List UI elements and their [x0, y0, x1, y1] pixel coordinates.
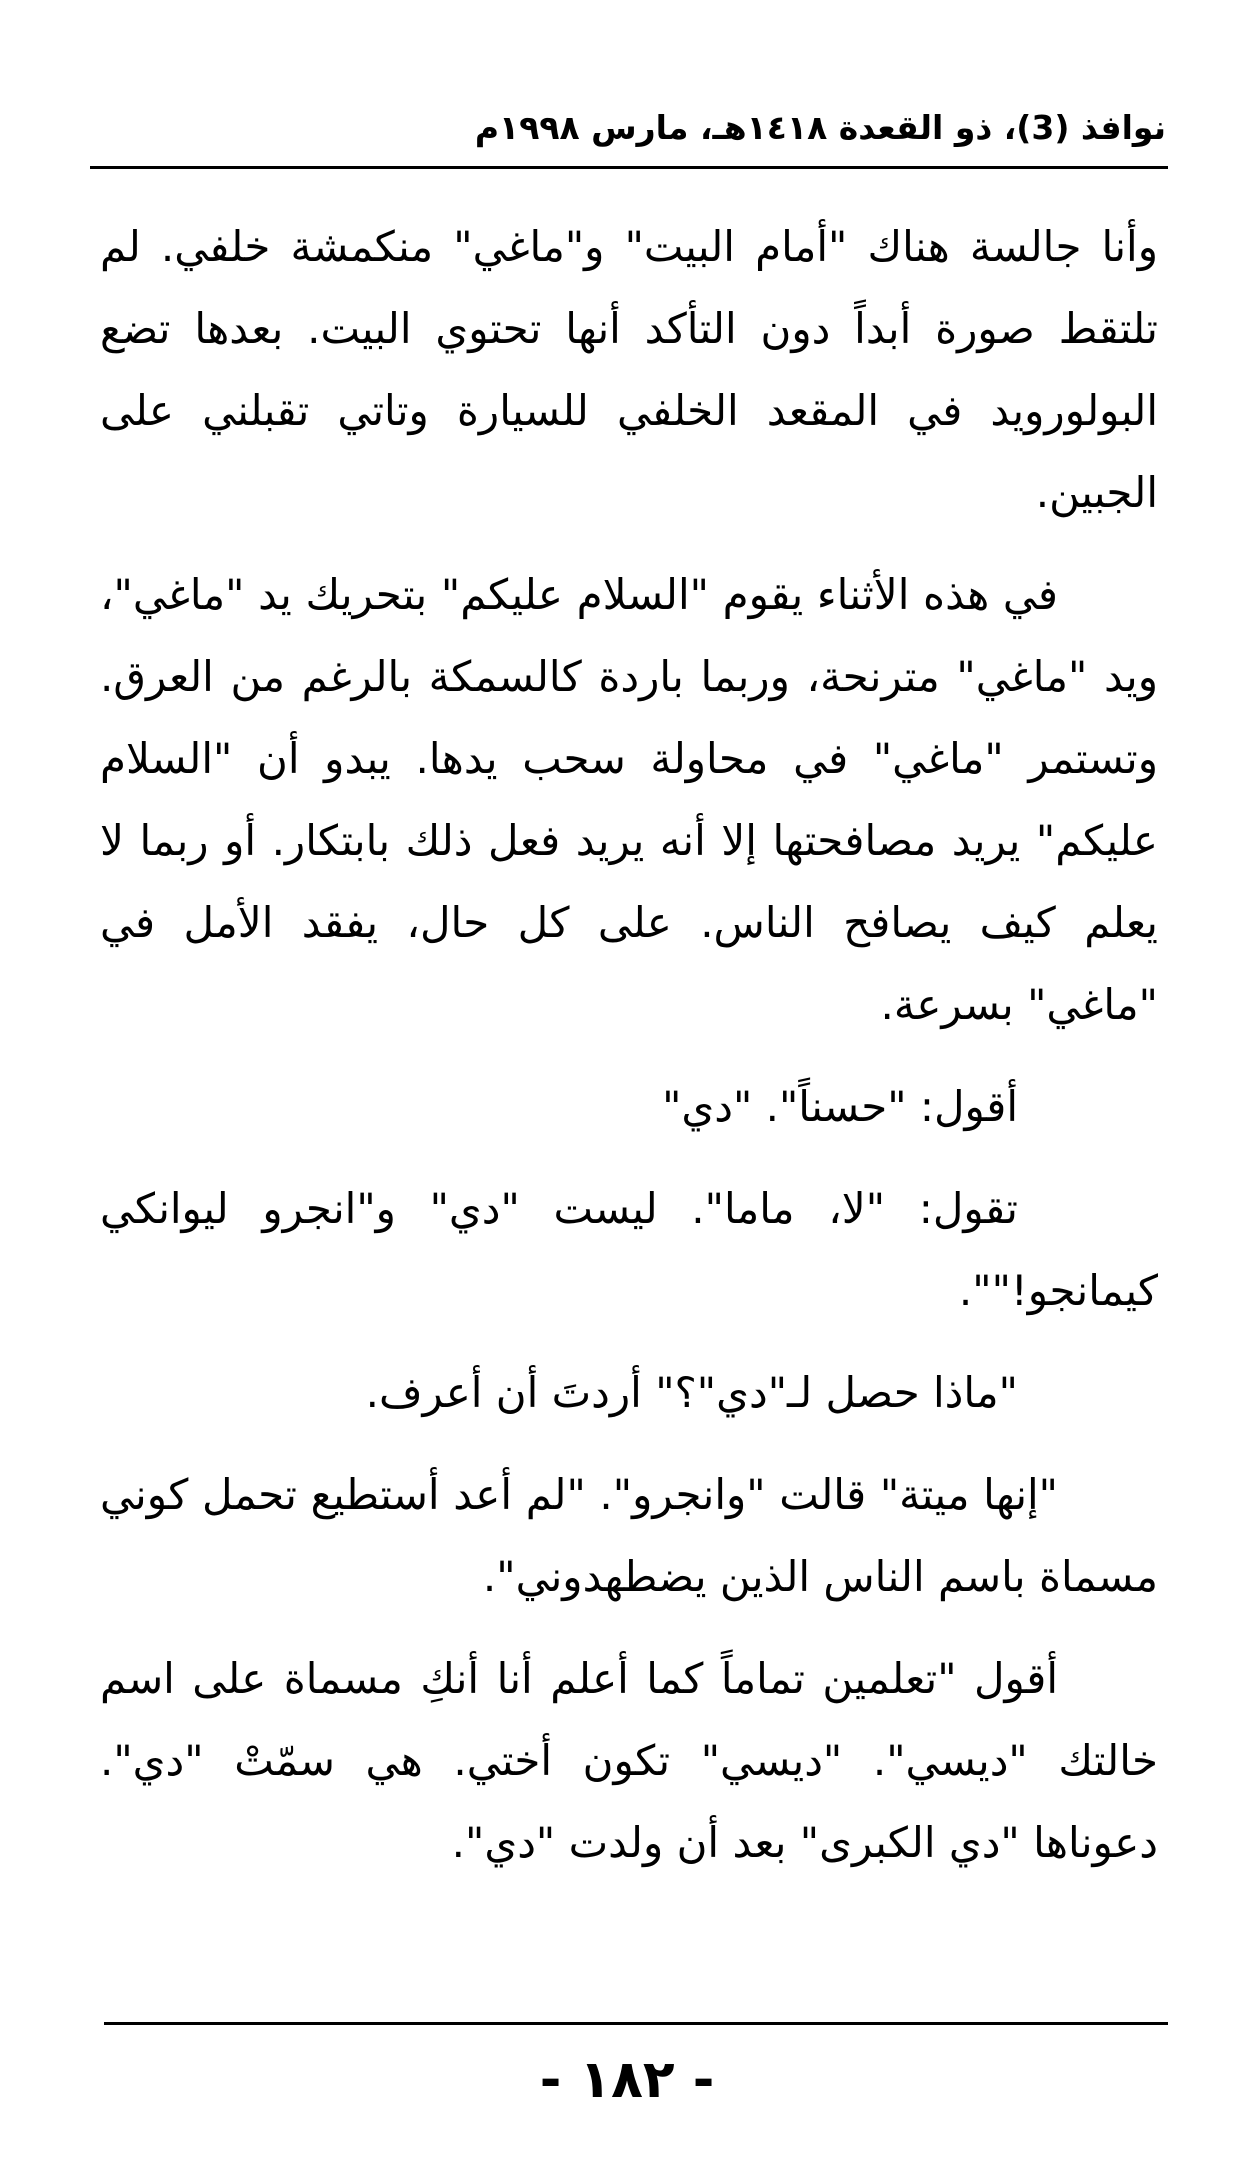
- paragraph-2: في هذه الأثناء يقوم "السلام عليكم" بتحريك يد "ماغي"، ويد "ماغي" مترنحة، وربما باردة كالسمكة بالرغم من العرق. وتستمر "ماغي" في محاولة سحب يدها. يبدو أن "السلام عليكم" يريد مصافحتها إلا أنه يريد فعل ذلك بابتكار. أو ربما لا يعلم كيف يصافح الناس. على كل حال، يفقد الأمل في "ماغي" بسرعة.: [100, 570, 1158, 1029]
- paragraph-7: أقول "تعلمين تماماً كما أعلم أنا أنكِ مسماة على اسم خالتك "ديسي". "ديسي" تكون أختي. هي سمّتْ "دي". دعوناها "دي الكبرى" بعد أن ولدت "دي".: [100, 1654, 1158, 1867]
- paragraph-6: "إنها ميتة" قالت "وانجرو". "لم أعد أستطيع تحمل كوني مسماة باسم الناس الذين يضطهدوني".: [100, 1470, 1158, 1601]
- paragraph-4: تقول: "لا، ماما". ليست "دي" و"انجرو ليوانكي كيمانجو!"".: [100, 1184, 1158, 1315]
- paragraph-1: وأنا جالسة هناك "أمام البيت" و"ماغي" منكمشة خلفي. لم تلتقط صورة أبداً دون التأكد أنها تحتوي البيت. بعدها تضع البولورويد في المقعد الخلفي للسيارة وتاتي تقبلني على الجبين.: [100, 222, 1158, 517]
- header-rule: [90, 166, 1168, 169]
- page-number: - ١٨٢ -: [539, 2050, 715, 2110]
- paragraph-3: أقول: "حسناً". "دي": [662, 1082, 1018, 1131]
- footer-rule: [104, 2022, 1168, 2025]
- body-text: [100, 206, 1158, 1904]
- running-header: نوافذ (3)، ذو القعدة ١٤١٨هـ، مارس ١٩٩٨م: [474, 108, 1166, 147]
- paragraph-5: "ماذا حصل لـ"دي"؟" أردتَ أن أعرف.: [365, 1368, 1018, 1417]
